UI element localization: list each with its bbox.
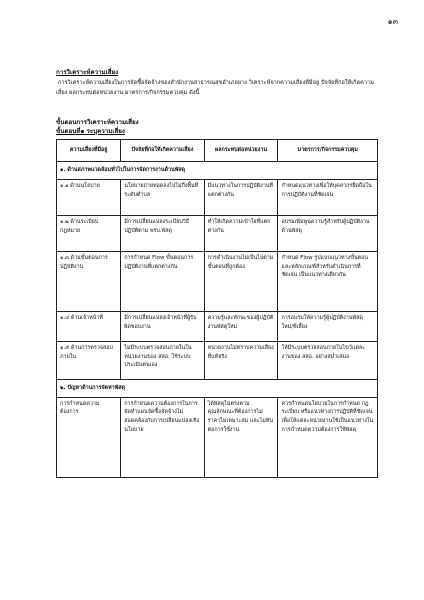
section-heading: การวิเคราะห์ความเสี่ยง (56, 69, 119, 76)
table-cell: อบรมเพิ่มพูนความรู้สำหรับผู้ปฏิบัติงานด้านพัสดุ (278, 215, 378, 251)
table-cell: การดำเนินงานไม่เป็นไปตามขั้นตอนที่ถูกต้อง (204, 251, 278, 311)
table-row (57, 251, 378, 311)
header-risk: ความเสี่ยงที่มีอยู่ (57, 140, 121, 162)
table-row (57, 397, 378, 477)
intro-paragraph: การวิเคราะห์ความเสี่ยงในการจัดซื้อจัดจ้างของสำนักงานสาธารณสุขอำเภอยาง วิเคราะห์จากความเสี่ยงที่มีอยู่ ปัจจัยที่ก่อให้เกิดความเสี่ยง ผลกระทบต่อหน่วยงาน มาตรการ/กิจกรรมควบคุม ดังนี้ (56, 80, 374, 96)
table-section-row (57, 379, 378, 397)
table-cell: ๑.๑ ด้านนโยบาย (57, 179, 121, 215)
table-cell: นโยบายถ่ายทอดลงไปไม่ถึงพื้นที่ระดับตำบล (121, 179, 204, 215)
section-1-title: ๑. ด้านสภาพแวดล้อมทั่วไปในการจัดการงานด้านพัสดุ (57, 162, 378, 180)
table-cell: การกำหนด Flow ขั้นตอนการปฏิบัติงานที่แตกต่างกัน (121, 251, 204, 311)
table-cell: การอบรมให้ความรู้ผู้ปฏิบัติงานพัสดุใหม่/พี่เลี้ยง (278, 311, 378, 341)
table-cell: กำหนด Flow รูปแบบแนวทางขั้นตอนและหลักเกณฑ์สำหรับดำเนินการที่ชัดเจน เป็นแนวทางเดียวกัน (278, 251, 378, 311)
table-cell: ควรกำหนดนโยบายในการกำหนด กฎ ระเบียบ หรือแนวทางการปฏิบัติที่ชัดเจน เพื่อให้แต่ละหน่วยงานใช้เป็นแนวทางในการกำหนดความต้องการใช้พัสดุ (278, 397, 378, 477)
table-cell: ๑.๕ ด้านการตรวจสอบภายใน (57, 341, 121, 379)
table-cell: มีแนวทางในการปฏิบัติงานที่แตกต่างกัน (204, 179, 278, 215)
table-cell: มีการเปลี่ยนแปลงระเบียบวิธีปฏิบัติตาม พรบ.พัสดุ (121, 215, 204, 251)
table-cell: การกำหนดความต้องการ (57, 397, 121, 477)
table-cell: ทำให้เกิดความเข้าใจที่แตกต่างกัน (204, 215, 278, 251)
table-cell: ๑.๔ ด้านเจ้าหน้าที่ (57, 311, 121, 341)
table-header-row (57, 140, 378, 162)
table-cell: หน่วยงานไม่ทราบความเสี่ยงที่แท้จริง (204, 341, 278, 379)
page-number: ๑๓ (387, 17, 398, 26)
table-row (57, 311, 378, 341)
header-factor: ปัจจัยที่ก่อให้เกิดความเสี่ยง (121, 140, 204, 162)
table-cell: ๑.๓ ด้านขั้นตอนการปฏิบัติงาน (57, 251, 121, 311)
header-impact: ผลกระทบต่อหน่วยงาน (204, 140, 278, 162)
step-title: ขั้นตอนการวิเคราะห์ความเสี่ยง (56, 119, 139, 126)
table-row (57, 215, 378, 251)
table-cell: กำหนดแนวทางเพื่อให้บุคลากรยึดถือในการปฏิบัติงานที่ชัดเจน (278, 179, 378, 215)
table-cell: ความรู้และทักษะของผู้ปฏิบัติงานพัสดุใหม่ (204, 311, 278, 341)
step-subtitle: ขั้นตอนที่๑ ระบุความเสี่ยง (56, 128, 125, 135)
table-row (57, 179, 378, 215)
document-body (56, 68, 378, 478)
table-cell: ให้มีระบบตรวจสอบภายในไขว้แต่ละงานของ สสอ. อย่างสม่ำเสมอ (278, 341, 378, 379)
table-section-row (57, 162, 378, 180)
table-cell: การกำหนดความต้องการในการจัดทำแผนจัดซื้อจัดจ้างไม่สอดคล้องกับการเปลี่ยนแปลงเชิงนโยบาย (121, 397, 204, 477)
table-cell: ได้พัสดุไม่ตรงตามคุณลักษณะที่ต้องการไม่ราคาไม่เหมาะสม และไม่ทันต่อการใช้งาน (204, 397, 278, 477)
risk-table (56, 139, 378, 478)
section-2-title: ๒. ปัญหาด้านการจัดหาพัสดุ (57, 379, 378, 397)
header-measure: มาตรการ/กิจกรรมควบคุม (278, 140, 378, 162)
table-cell: มีการเปลี่ยนแปลงเจ้าหน้าที่ผู้รับผิดชอบงาน (121, 311, 204, 341)
table-cell: ไม่มีระบบตรวจสอบภายในในหน่วยงานของ สสอ. ใช้ระบบประเมินตนเอง (121, 341, 204, 379)
table-cell: ๑.๒ ด้านระเบียบกฎหมาย (57, 215, 121, 251)
table-row (57, 341, 378, 379)
